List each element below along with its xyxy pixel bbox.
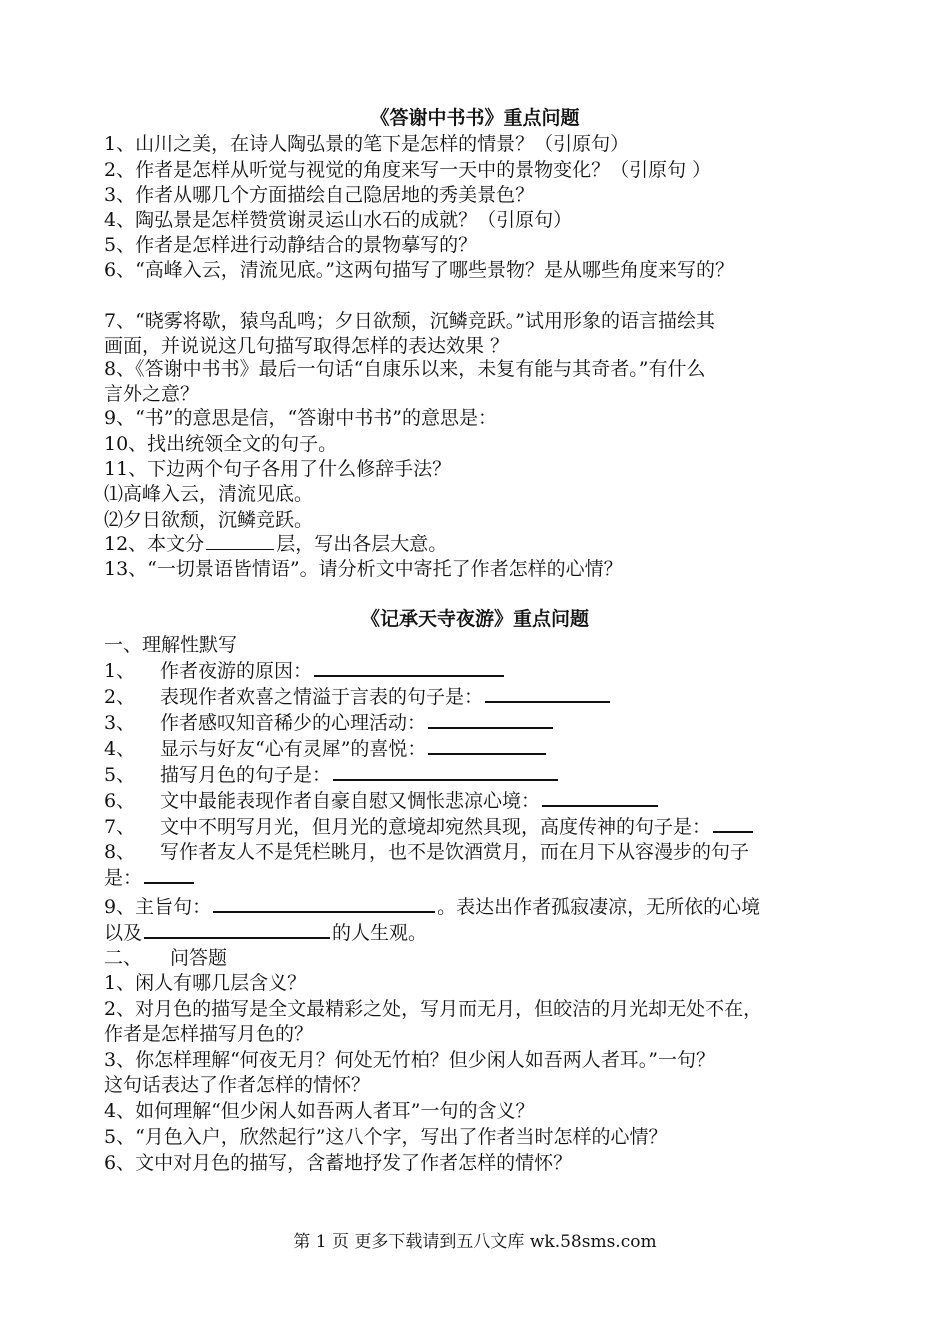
answer-blank[interactable] — [428, 709, 553, 729]
item-number: 7、 — [104, 816, 136, 838]
s1-question-11a: ⑴高峰入云，清流见底。 — [104, 483, 314, 505]
s1-question-4: 4、陶弘景是怎样赞赏谢灵运山水石的成就？（引原句） — [104, 209, 573, 231]
item-text: 描写月色的句子是： — [160, 764, 332, 786]
item-text: 文中不明写月光，但月光的意境却宛然具现，高度传神的句子是： — [160, 816, 712, 838]
answer-blank[interactable] — [213, 893, 435, 913]
s1-question-9: 9、“书”的意思是信，“答谢中书书”的意思是： — [104, 407, 497, 429]
s2-item-5 — [104, 761, 560, 788]
item-text: 作者感叹知音稀少的心理活动： — [160, 712, 427, 734]
answer-blank[interactable] — [144, 864, 194, 884]
s2-item-7 — [104, 813, 755, 840]
item-text: 写作者友人不是凭栏眺月，也不是饮酒赏月，而在月下从容漫步的句子 — [160, 841, 750, 863]
s1-question-3: 3、作者从哪几个方面描绘自己隐居地的秀美景色？ — [104, 184, 535, 206]
s2-item-8-cont — [104, 864, 196, 891]
item-text: 的人生观。 — [332, 922, 428, 944]
s2-question-1: 1、闲人有哪几层含义？ — [104, 972, 307, 994]
item-number: 1、 — [104, 660, 136, 682]
s1-question-10: 10、找出统领全文的句子。 — [104, 433, 338, 455]
s1-question-1: 1、山川之美，在诗人陶弘景的笔下是怎样的情景？（引原句） — [104, 133, 630, 155]
s2-part1-heading: 一、理解性默写 — [104, 634, 238, 656]
q12-suffix: 层，写出各层大意。 — [276, 533, 448, 555]
s2-item-2 — [104, 683, 612, 710]
s2-question-6: 6、文中对月色的描写，含蓄地抒发了作者怎样的情怀？ — [104, 1152, 573, 1174]
heading-text: 问答题 — [170, 947, 228, 969]
item-number: 8、 — [104, 841, 136, 863]
s2-item-9-cont — [104, 919, 427, 946]
section1-title: 《答谢中书书》重点问题 — [370, 107, 580, 129]
item-text: 显示与好友“心有灵犀”的喜悦： — [160, 738, 427, 760]
answer-blank[interactable] — [314, 657, 504, 677]
s1-question-7a: 7、“晓雾将歇，猿鸟乱鸣；夕日欲颓，沉鳞竞跃。”试用形象的语言描绘其 — [104, 310, 716, 332]
page-footer: 第 1 页 更多下载请到五八文库 wk.58sms.com — [293, 1232, 657, 1252]
item-text: 以及 — [104, 922, 143, 944]
item-number: 6、 — [104, 790, 136, 812]
s2-item-8 — [104, 839, 749, 865]
item-text: 9、主旨句： — [104, 896, 212, 918]
s2-item-6 — [104, 787, 660, 814]
s2-question-2b: 作者是怎样描写月色的？ — [104, 1023, 314, 1045]
s1-question-6: 6、“高峰入云，清流见底。”这两句描写了哪些景物？是从哪些角度来写的？ — [104, 259, 735, 281]
s2-question-3a: 3、你怎样理解“何夜无月？何处无竹柏？但少闲人如吾两人者耳。”一句？ — [104, 1049, 716, 1071]
item-text: 作者夜游的原因： — [160, 660, 313, 682]
q12-prefix: 12、本文分 — [104, 533, 205, 555]
answer-blank[interactable] — [428, 735, 546, 755]
s2-item-4 — [104, 735, 548, 762]
s2-item-9 — [104, 893, 760, 920]
s2-question-3b: 这句话表达了作者怎样的情怀？ — [104, 1074, 371, 1096]
s1-question-11: 11、下边两个句子各用了什么修辞手法？ — [104, 458, 452, 480]
answer-blank[interactable] — [485, 683, 610, 703]
answer-blank[interactable] — [713, 813, 753, 833]
item-number: 5、 — [104, 764, 136, 786]
s1-question-8b: 言外之意？ — [104, 383, 200, 405]
s2-item-3 — [104, 709, 555, 736]
s1-question-8a: 8、《答谢中书书》最后一句话“自康乐以来，未复有能与其奇者。”有什么 — [104, 358, 706, 380]
s2-question-5: 5、“月色入户，欣然起行”这八个字，写出了作者当时怎样的心情？ — [104, 1126, 668, 1148]
answer-blank[interactable] — [144, 919, 330, 939]
item-text: 文中最能表现作者自豪自慰又惆怅悲凉心境： — [160, 790, 541, 812]
item-number: 3、 — [104, 712, 136, 734]
s1-question-12 — [104, 531, 447, 557]
s1-question-5: 5、作者是怎样进行动静结合的景物摹写的？ — [104, 234, 478, 256]
item-text: 表现作者欢喜之情溢于言表的句子是： — [160, 686, 484, 708]
q12-blank[interactable] — [206, 531, 274, 550]
s2-item-1 — [104, 657, 506, 684]
s2-part2-heading — [104, 945, 227, 971]
answer-blank[interactable] — [542, 787, 658, 807]
s1-question-13: 13、“一切景语皆情语”。请分析文中寄托了作者怎样的心情？ — [104, 558, 623, 580]
s2-question-4: 4、如何理解“但少闲人如吾两人者耳”一句的含义？ — [104, 1100, 535, 1122]
s1-question-7b: 画面，并说说这几句描写取得怎样的表达效果 ？ — [104, 335, 510, 357]
s1-question-2: 2、作者是怎样从听觉与视觉的角度来写一天中的景物变化？（引原句 ） — [104, 159, 712, 181]
s2-question-2a: 2、对月色的描写是全文最精彩之处，写月而无月，但皎洁的月光却无处不在， — [104, 998, 763, 1020]
heading-number: 二、 — [104, 947, 143, 969]
item-number: 4、 — [104, 738, 136, 760]
answer-blank[interactable] — [333, 761, 558, 781]
s1-question-11b: ⑵夕日欲颓，沉鳞竞跃。 — [104, 509, 314, 531]
item-text: 是： — [104, 867, 143, 889]
item-number: 2、 — [104, 686, 136, 708]
item-text: 。表达出作者孤寂凄凉，无所依的心境 — [437, 896, 761, 918]
section2-title: 《记承天寺夜游》重点问题 — [360, 608, 589, 630]
